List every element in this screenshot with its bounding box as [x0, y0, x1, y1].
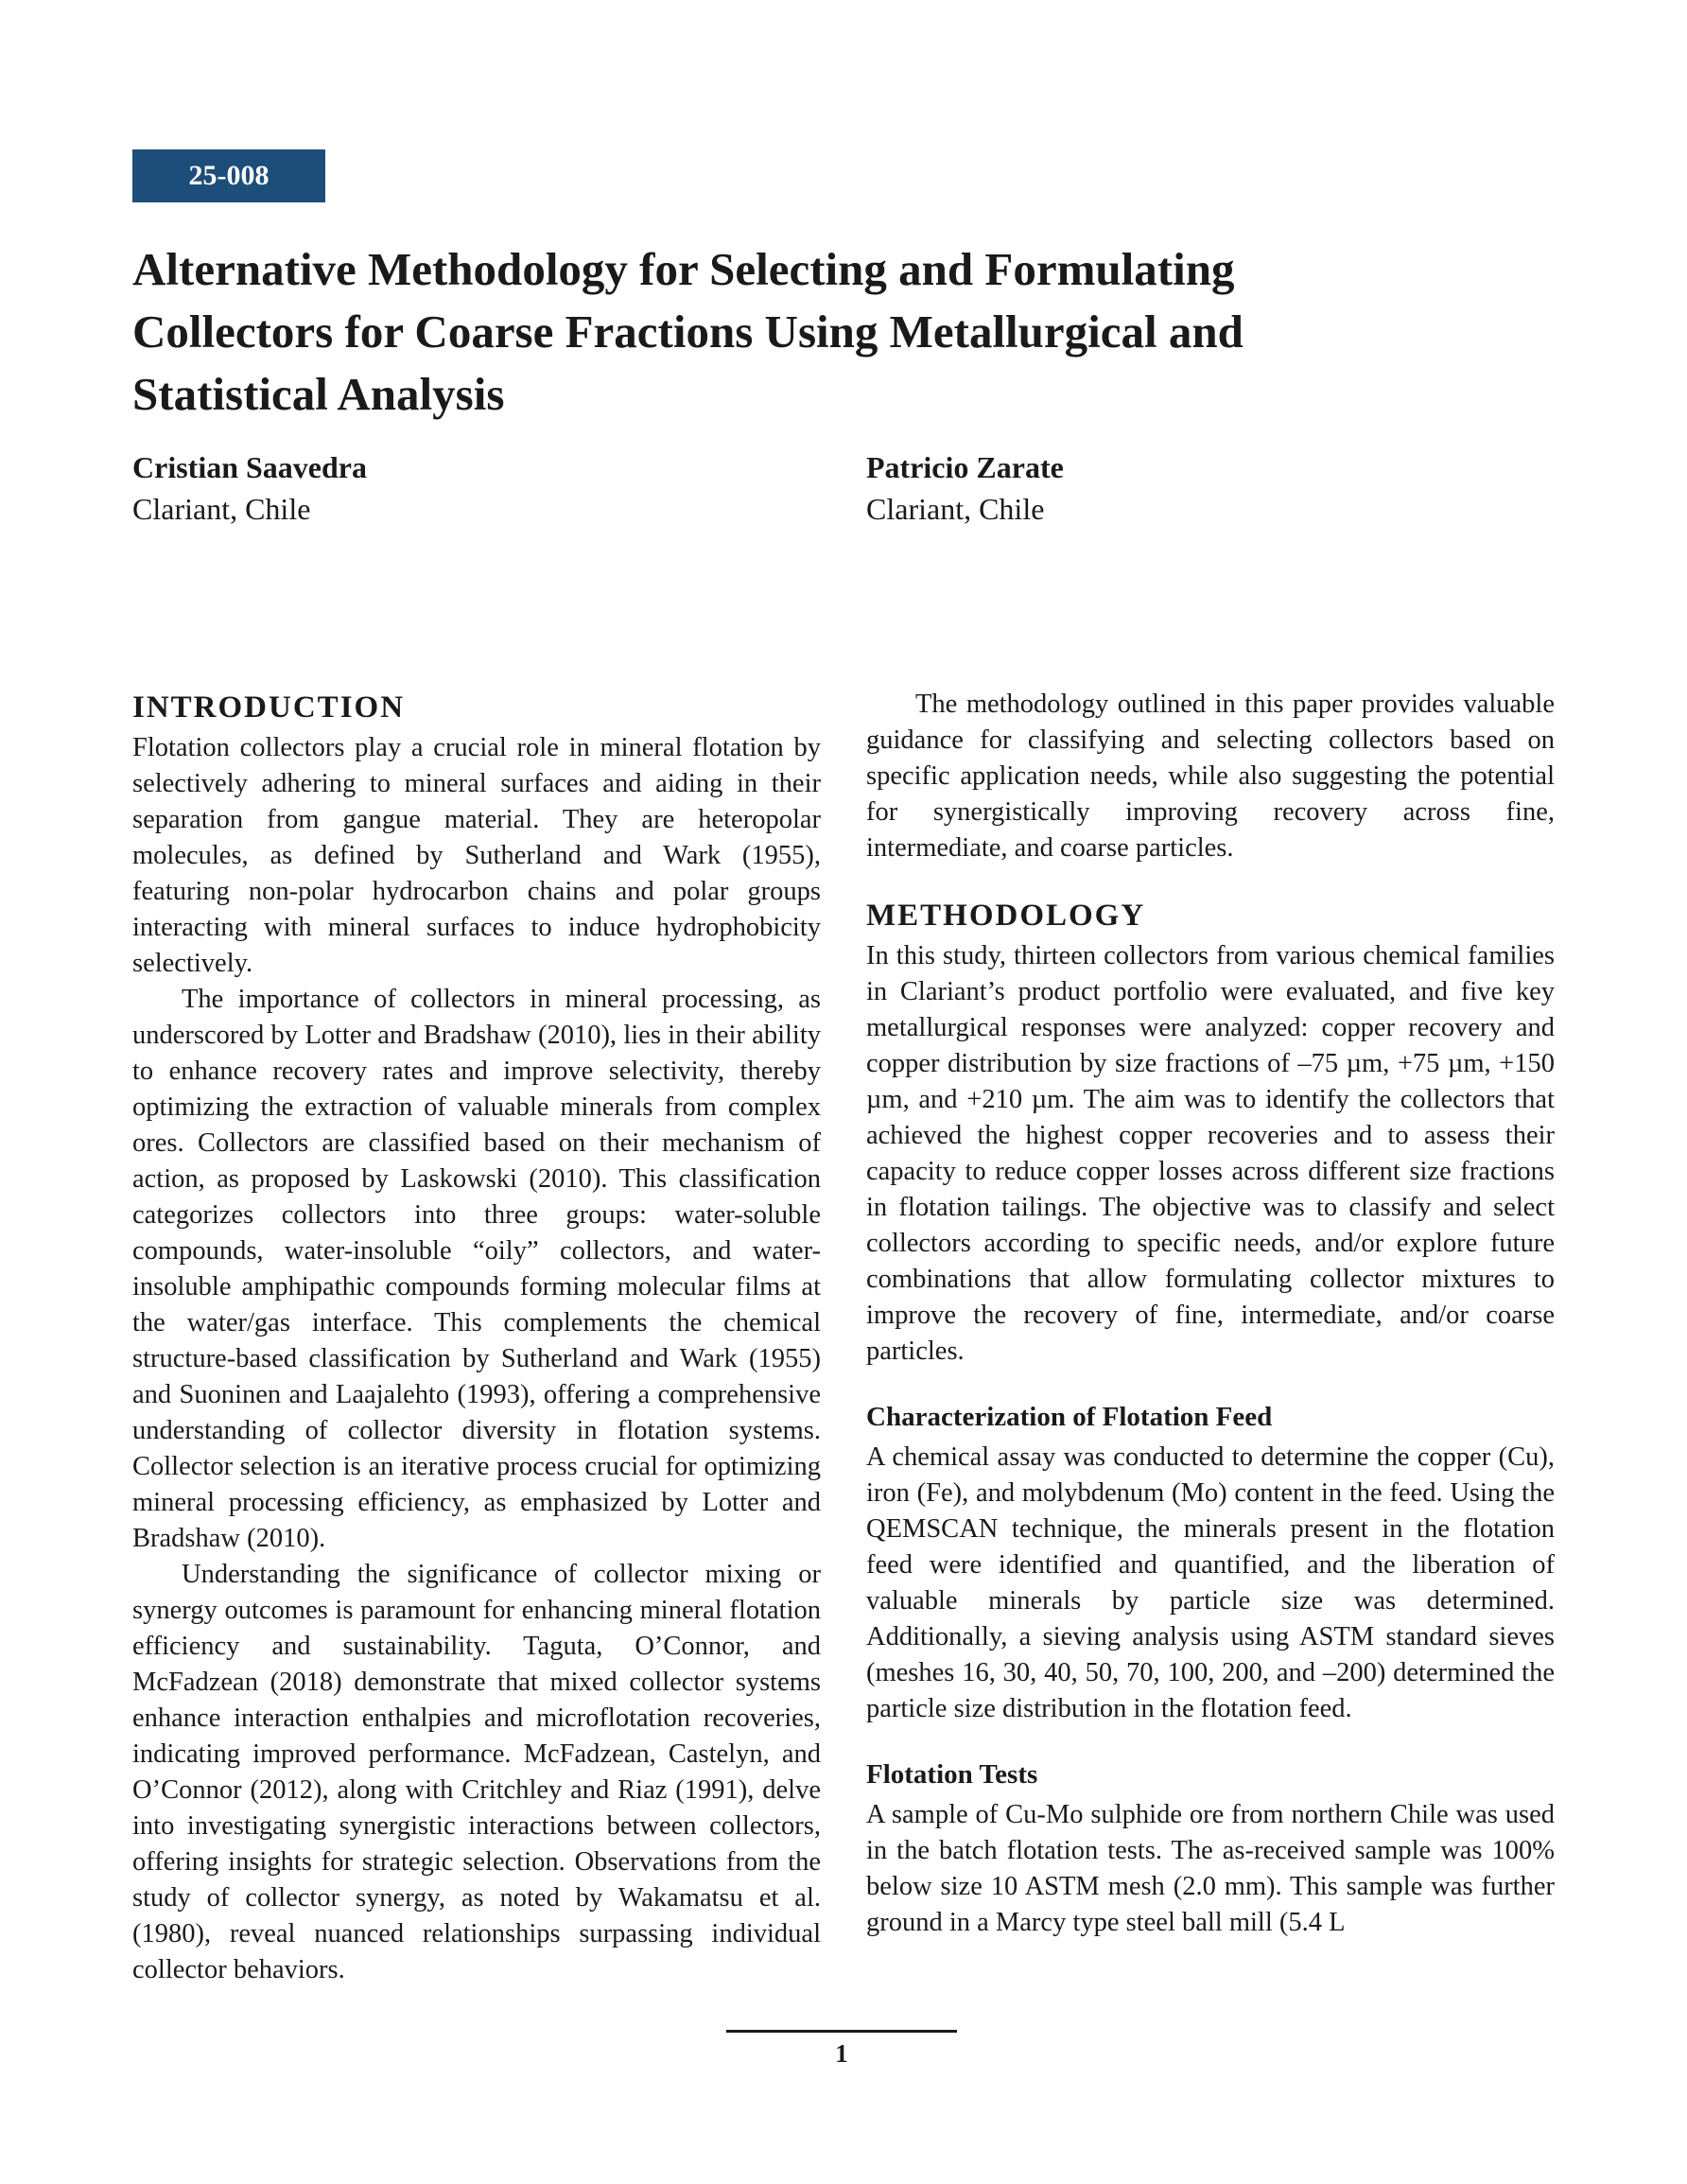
- methodology-paragraph: In this study, thirteen collectors from various chemical families in Clariant’s product portfolio were evaluated, and five key metallurgical responses were analyzed: copper recovery and copper distribution by size fractions of –75 µm, +75 µm, +150 µm, and +210 µm. The aim was to identify the collectors that achieved the highest copper recoveries and to assess their capacity to reduce copper losses across different size fractions in flotation tailings. The objective was to classify and select collectors according to specific needs, and/or explore future combinations that allow formulating collector mixtures to improve the recovery of fine, intermediate, and/or coarse particles.: [866, 941, 1555, 1366]
- page-number: 1: [835, 2039, 848, 2068]
- intro-paragraph-2: The importance of collectors in mineral processing, as underscored by Lotter and Bradshaw (2010), lies in their ability to enhance recovery rates and improve selectivity, thereby optimizing the extraction of valuable minerals from complex ores. Collectors are classified based on their mechanism of action, as proposed by Laskowski (2010). This classification categorizes collectors into three groups: water-soluble compounds, water-insoluble “oily” collectors, and water-insoluble amphipathic compounds forming molecular films at the water/gas interface. This complements the chemical structure-based classification by Sutherland and Wark (1955) and Suoninen and Laajalehto (1993), offering a comprehensive understanding of collector diversity in flotation systems. Collector selection is an iterative process crucial for optimizing mineral processing efficiency, as emphasized by Lotter and Bradshaw (2010).: [132, 985, 821, 1553]
- author-name: Cristian Saavedra: [132, 450, 367, 484]
- introduction-heading: INTRODUCTION: [132, 690, 406, 725]
- methodology-heading: METHODOLOGY: [866, 899, 1146, 933]
- intro-closing-paragraph: The methodology outlined in this paper provides valuable guidance for classifying and selecting collectors based on specific application needs, while also suggesting the potential for synergistically improving recovery across fine, intermediate, and coarse particles.: [866, 690, 1555, 863]
- paper-id-badge: 25-008: [132, 149, 325, 202]
- intro-paragraph-3: Understanding the significance of collector mixing or synergy outcomes is paramount for enhancing mineral flotation efficiency and sustainability. Taguta, O’Connor, and McFadzean (2018) demonstrate that mixed collector systems enhance interaction enthalpies and microflotation recoveries, indicating improved performance. McFadzean, Castelyn, and O’Connor (2012), along with Critchley and Riaz (1991), delve into investigating synergistic interactions between collectors, offering insights for strategic selection. Observations from the study of collector synergy, as noted by Wakamatsu et al. (1980), reveal nuanced relationships surpassing individual collector behaviors.: [132, 1560, 821, 1984]
- paper-title: Alternative Methodology for Selecting and Formulating Collectors for Coarse Fractions Using Metallurgical and Statistical Analysis: [132, 243, 1244, 420]
- author-block-2: [866, 446, 1064, 530]
- author-block-1: [132, 446, 367, 530]
- left-column: [132, 687, 821, 1988]
- intro-paragraph-1: Flotation collectors play a crucial role in mineral flotation by selectively adhering to mineral surfaces and aiding in their separation from gangue material. They are heteropolar molecules, as defined by Sutherland and Wark (1955), featuring non-polar hydrocarbon chains and polar groups interacting with mineral surfaces to induce hydrophobicity selectively.: [132, 733, 821, 978]
- author-affiliation: Clariant, Chile: [866, 492, 1045, 526]
- flotation-tests-heading: Flotation Tests: [866, 1759, 1038, 1790]
- author-affiliation: Clariant, Chile: [132, 492, 311, 526]
- characterization-heading: Characterization of Flotation Feed: [866, 1402, 1273, 1432]
- characterization-paragraph: A chemical assay was conducted to determine the copper (Cu), iron (Fe), and molybdenum (Mo) content in the feed. Using the QEMSCAN technique, the minerals present in the flotation feed were identified and quantified, and the liberation of valuable minerals by particle size was determined. Additionally, a sieving analysis using ASTM standard sieves (meshes 16, 30, 40, 50, 70, 100, 200, and –200) determined the particle size distribution in the flotation feed.: [866, 1442, 1555, 1723]
- author-name: Patricio Zarate: [866, 450, 1064, 484]
- right-column: [866, 687, 1555, 1941]
- flotation-tests-paragraph: A sample of Cu-Mo sulphide ore from northern Chile was used in the batch flotation tests. The as-received sample was 100% below size 10 ASTM mesh (2.0 mm). This sample was further ground in a Marcy type steel ball mill (5.4 L: [866, 1800, 1555, 1937]
- footer-divider: [726, 2030, 957, 2033]
